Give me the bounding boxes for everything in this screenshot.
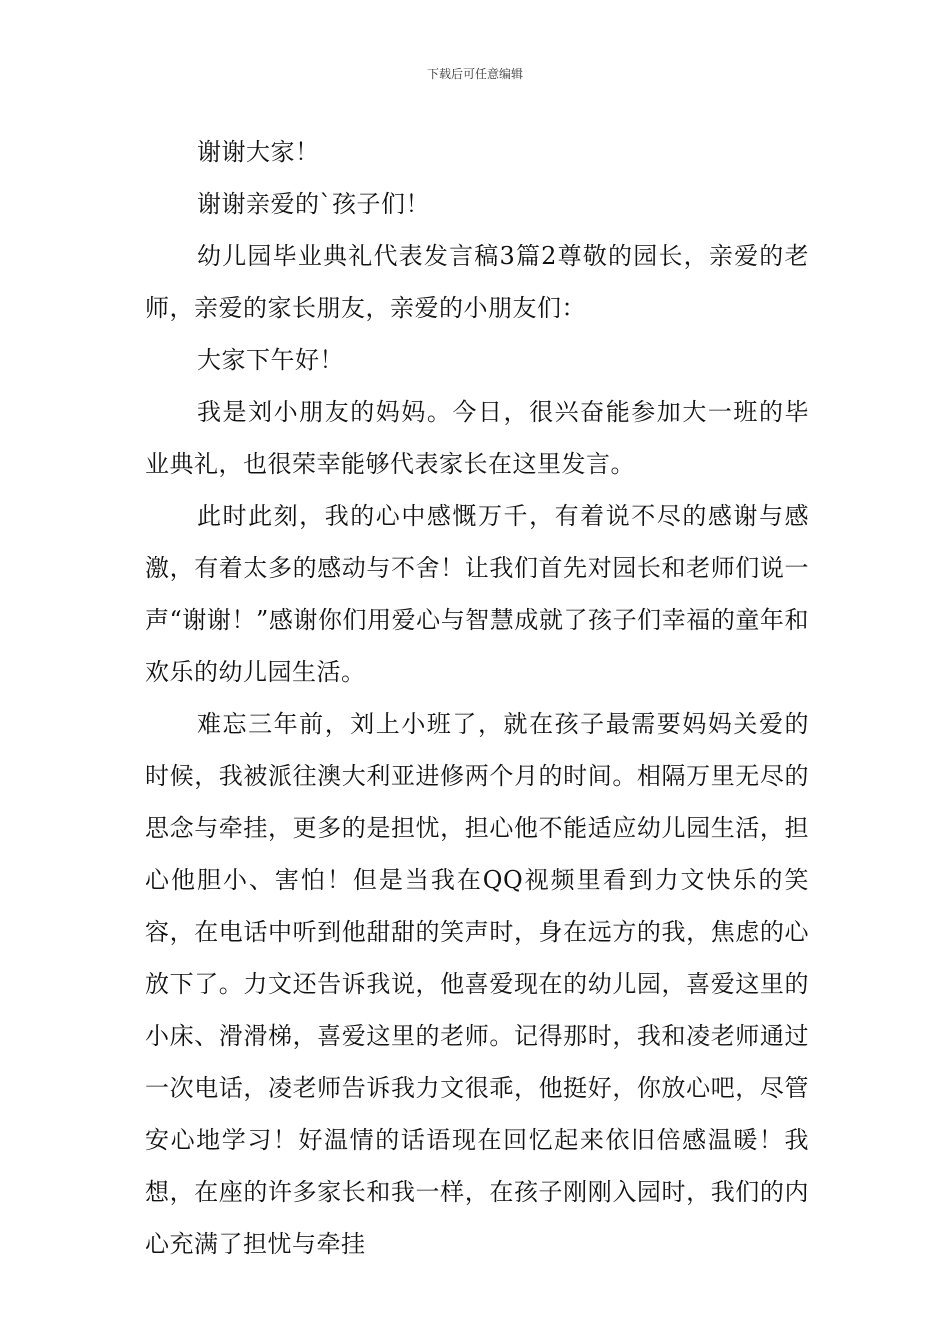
- paragraph-5: 我是刘小朋友的妈妈。今日，很兴奋能参加大一班的毕业典礼，也很荣幸能够代表家长在这里发言。: [145, 398, 809, 478]
- paragraph-4: 大家下午好！: [197, 346, 344, 374]
- paragraph-1: 谢谢大家！: [197, 138, 320, 166]
- paragraph-2: 谢谢亲爱的`孩子们！: [197, 190, 430, 218]
- document-body: [145, 126, 809, 1270]
- paragraph-7: 难忘三年前，刘上小班了，就在孩子最需要妈妈关爱的时候，我被派往澳大利亚进修两个月的时间。相隔万里无尽的思念与牵挂，更多的是担忧，担心他不能适应幼儿园生活，担心他胆小、害怕！但是当我在QQ视频里看到力文快乐的笑容，在电话中听到他甜甜的笑声时，身在远方的我，焦虑的心放下了。力文还告诉我说，他喜爱现在的幼儿园，喜爱这里的小床、滑滑梯，喜爱这里的老师。记得那时，我和凌老师通过一次电话，凌老师告诉我力文很乖，他挺好，你放心吧，尽管安心地学习！好温情的话语现在回忆起来依旧倍感温暖！我想，在座的许多家长和我一样，在孩子刚刚入园时，我们的内心充满了担忧与牵挂: [145, 710, 809, 1258]
- paragraph-3: 幼儿园毕业典礼代表发言稿3篇2尊敬的园长，亲爱的老师，亲爱的家长朋友，亲爱的小朋友们：: [145, 242, 809, 322]
- page-header-note: 下载后可任意编辑: [426, 67, 523, 81]
- paragraph-6: 此时此刻，我的心中感慨万千，有着说不尽的感谢与感激，有着太多的感动与不舍！让我们首先对园长和老师们说一声“谢谢！”感谢你们用爱心与智慧成就了孩子们幸福的童年和欢乐的幼儿园生活。: [145, 502, 809, 686]
